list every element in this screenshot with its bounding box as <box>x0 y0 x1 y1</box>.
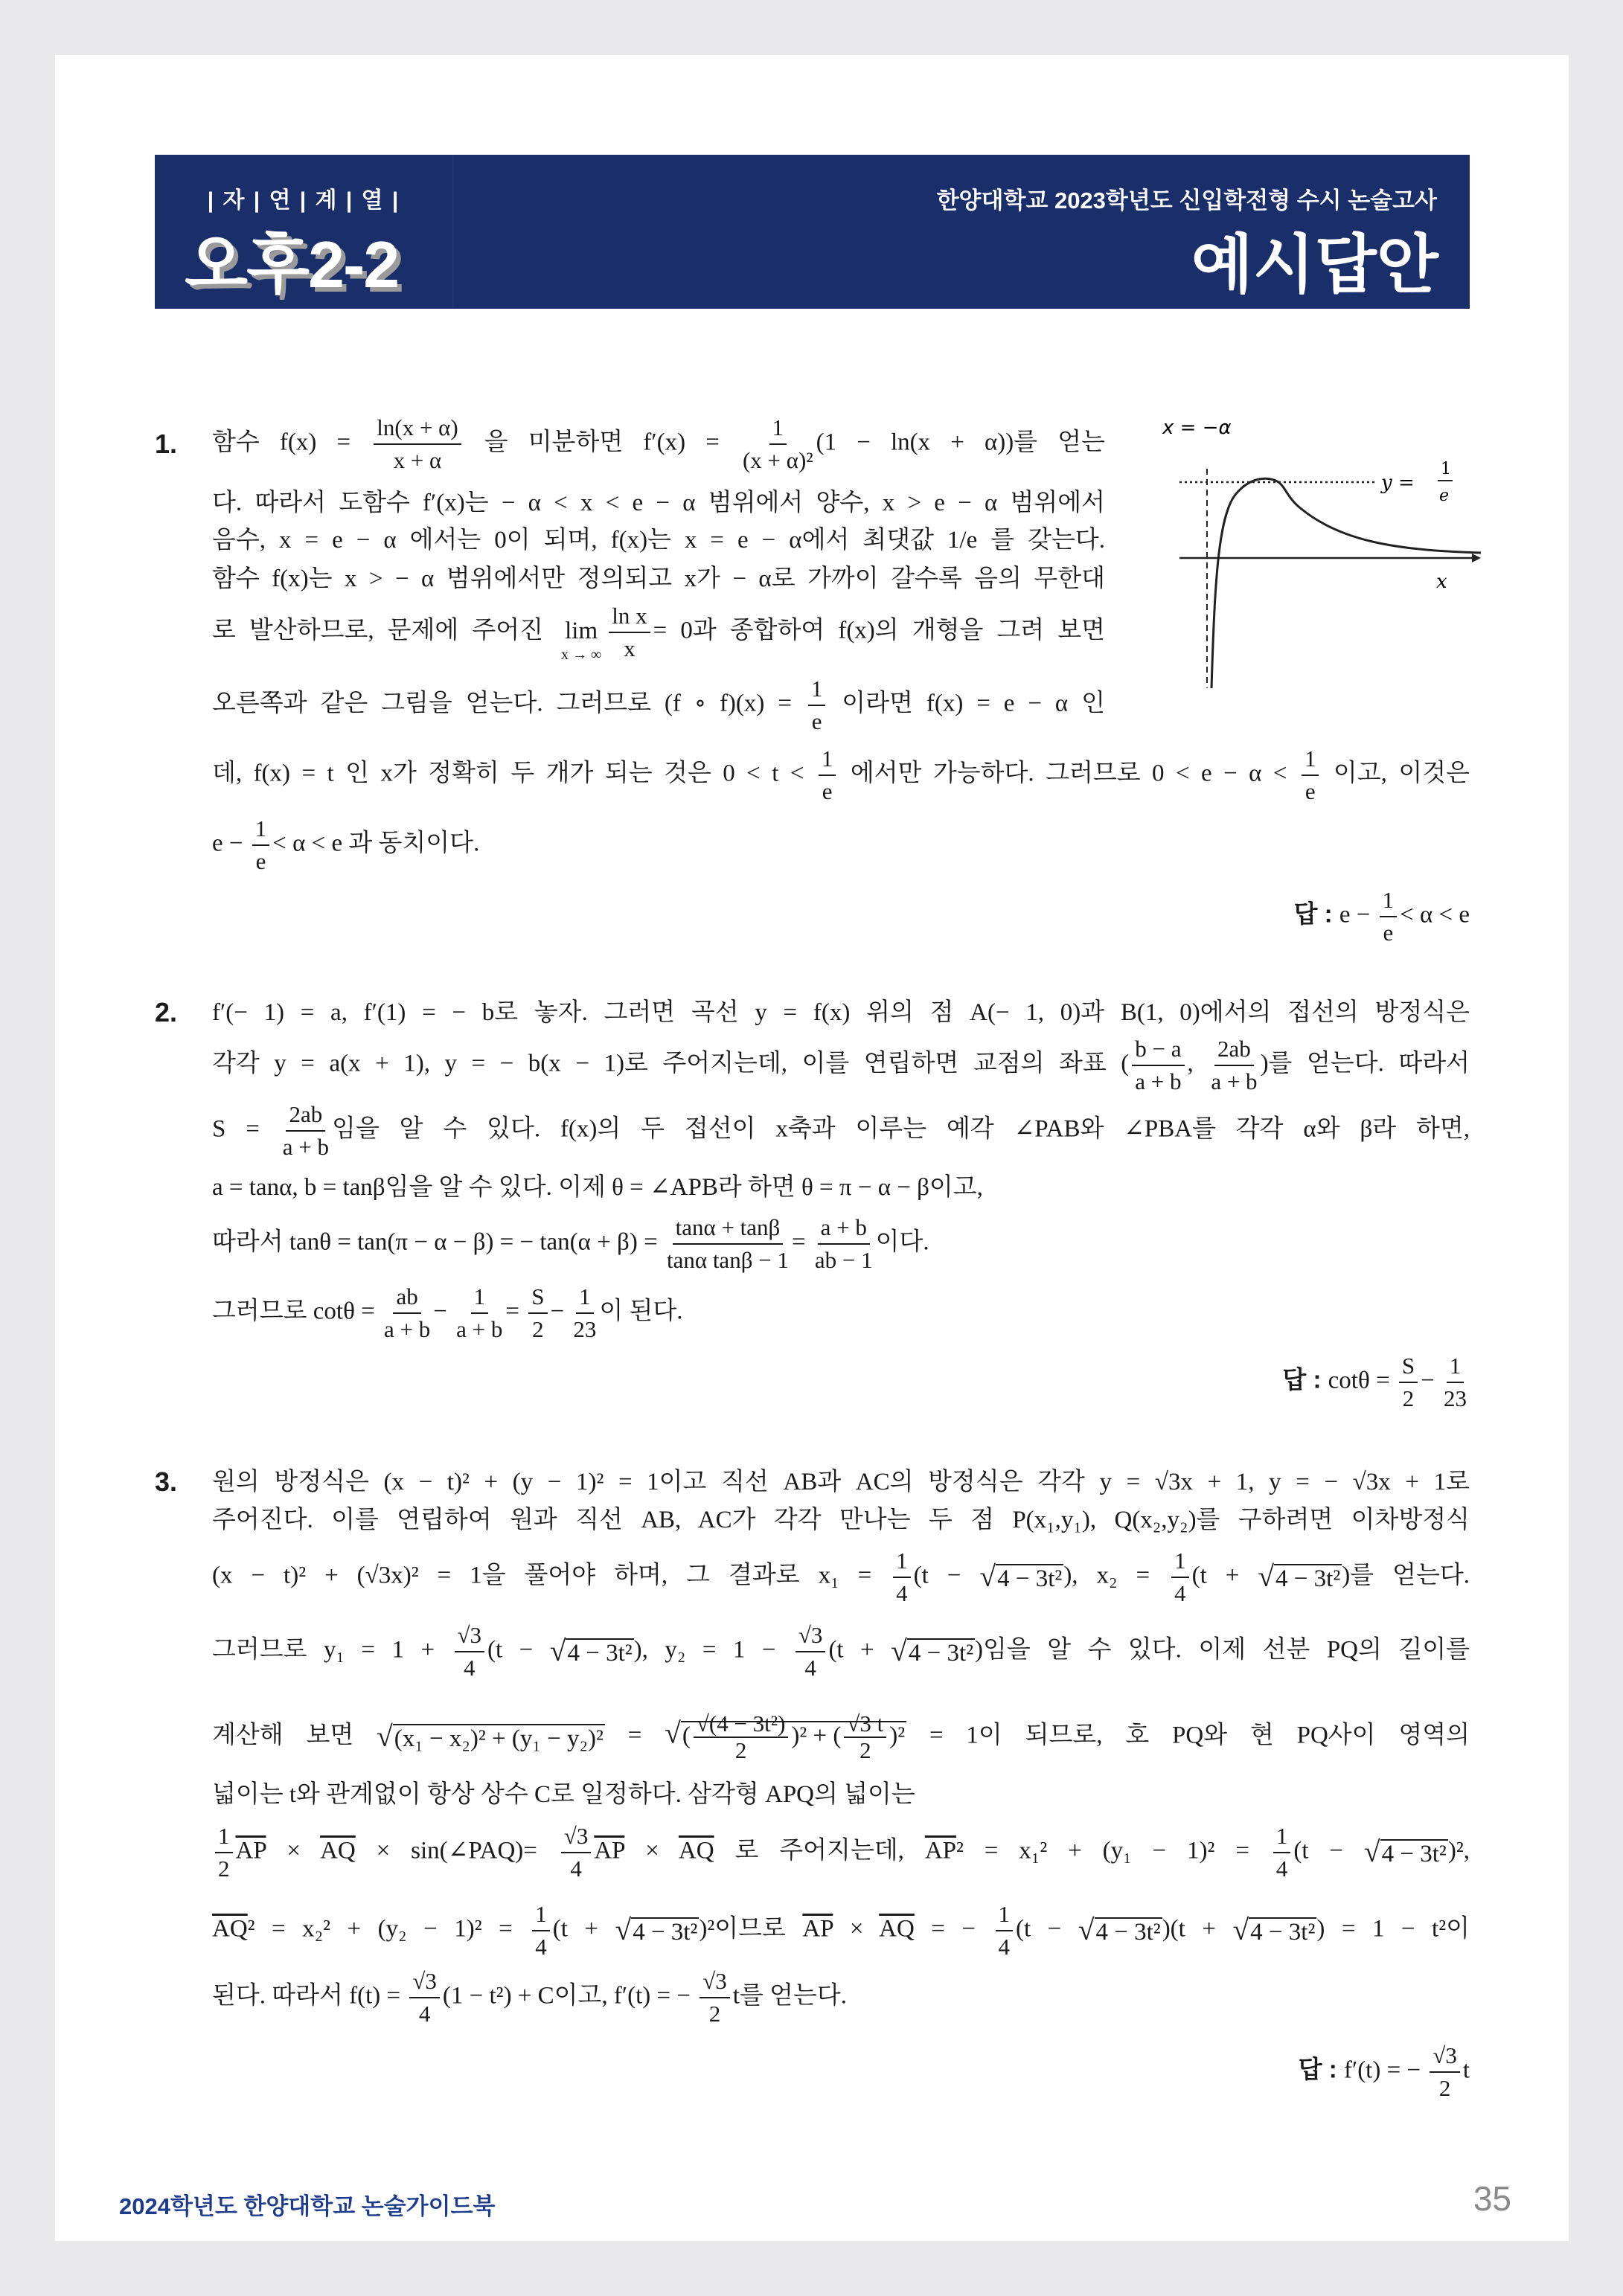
text-run: = <box>604 1722 665 1749</box>
radical-sign: √ <box>1232 1913 1249 1946</box>
numerator: √3 <box>409 1966 440 1998</box>
numerator: 1 <box>996 1899 1014 1931</box>
denominator: 2 <box>532 1316 544 1342</box>
page-number: 35 <box>1473 2179 1511 2218</box>
denominator: 23 <box>1444 1385 1467 1411</box>
text-run: (t − <box>913 1562 980 1589</box>
text-run: × <box>266 1837 321 1864</box>
numerator: 1 <box>576 1281 594 1314</box>
text-run: 함수 f(x) = <box>212 429 371 456</box>
solution-line <box>212 1711 1470 1763</box>
fraction <box>561 1821 592 1885</box>
lim-subscript: x → ∞ <box>561 647 602 663</box>
numerator: 2ab <box>1214 1033 1254 1066</box>
text-run: (t + <box>1191 1562 1258 1589</box>
fraction <box>844 1711 886 1763</box>
text-run: ), y₂ = 1 − <box>633 1636 793 1664</box>
radical-sign: √ <box>665 1716 681 1750</box>
text-run: ), x₂ = <box>1063 1562 1169 1589</box>
fraction <box>1132 1033 1184 1097</box>
answer-line <box>1294 885 1470 949</box>
segment-name: $\overline{AQ}$ <box>879 1915 915 1943</box>
fraction <box>808 673 826 737</box>
segment-name: $\overline{AP}$ <box>235 1837 266 1864</box>
text-run: 원의 방정식은 (x − t)² + (y − 1)² = 1이고 직선 AB과 AC의 방정식은 각각 y = √3x + 1, y = − √3x + 1로 <box>212 1469 1470 1495</box>
numerator: √3 <box>796 1620 826 1652</box>
numerator: 1 <box>1171 1545 1189 1578</box>
denominator: 2 <box>734 1737 747 1763</box>
numerator: 1 <box>819 743 836 776</box>
text-run: t <box>1462 2056 1470 2084</box>
category-label: | 자 | 연 | 계 | 열 | <box>207 188 400 213</box>
solution-line <box>212 1281 683 1345</box>
segment-name: $\overline{AQ}$ <box>212 1915 248 1943</box>
problem-number: 2. <box>155 997 178 1027</box>
numerator: 1 <box>471 1281 489 1314</box>
fraction <box>996 1899 1014 1963</box>
numerator: 1 <box>1302 743 1319 776</box>
solution-line <box>212 1461 1470 1503</box>
solution-line <box>212 1499 1470 1541</box>
solution-line <box>212 673 1105 737</box>
max-label: y = <box>1381 472 1415 494</box>
answer-label: 답 : <box>1282 1365 1328 1394</box>
max-label-num: 1 <box>1441 460 1451 478</box>
text-run: 4 − 3t² <box>1275 1565 1341 1592</box>
numerator: 1 <box>532 1899 550 1931</box>
numerator: S <box>528 1281 547 1314</box>
fraction <box>796 1620 826 1684</box>
square-root <box>1078 1909 1162 1953</box>
text-run: < α < e 과 동치이다. <box>272 830 480 857</box>
denominator: e <box>1305 778 1316 804</box>
denominator: 4 <box>535 1934 547 1960</box>
asymptote-label: x = −α <box>1162 417 1232 439</box>
text-run: − <box>550 1298 571 1325</box>
text-run: 4 − 3t² <box>1250 1918 1316 1946</box>
solution-line <box>212 1545 1470 1609</box>
denominator: 2 <box>708 2001 721 2027</box>
numerator: 2ab <box>286 1099 325 1132</box>
text-run: 4 − 3t² <box>908 1639 974 1667</box>
text-run: 로 주어지는데, <box>714 1837 925 1864</box>
text-run: × sin(∠PAQ)= <box>355 1837 558 1864</box>
fraction <box>743 412 813 476</box>
text-run: × <box>624 1837 679 1864</box>
denominator: a + b <box>384 1316 431 1342</box>
text-run: f′(− 1) = a, f′(1) = − b로 놓자. 그러면 곡선 y = f(x) 위의 점 A(− 1, 0)과 B(1, 0)에서의 접선의 방정식은 <box>212 999 1470 1026</box>
denominator: a + b <box>1211 1068 1258 1094</box>
denominator: 4 <box>464 1655 476 1681</box>
function-graph <box>1153 405 1481 703</box>
radical-sign: √ <box>377 1719 393 1753</box>
radicand <box>996 1564 1063 1592</box>
segment-name: $\overline{AP}$ <box>924 1837 956 1864</box>
radicand <box>1380 1839 1448 1867</box>
solution-line <box>212 992 1470 1033</box>
text-run: 그러므로 y₁ = 1 + <box>212 1636 452 1664</box>
fraction <box>573 1281 596 1345</box>
text-run: (x₁ − x₂)² + (y₁ − y₂)² <box>394 1725 604 1752</box>
problem-number: 1. <box>155 429 178 459</box>
denominator: tanα tanβ − 1 <box>666 1247 789 1273</box>
numerator: 1 <box>1380 885 1398 917</box>
text-run: 을 미분하면 f′(x) = <box>464 429 740 456</box>
text-run: − <box>1421 1367 1441 1394</box>
solution-line <box>212 1966 847 2030</box>
fraction <box>1380 885 1398 949</box>
text-run: 이 된다. <box>599 1298 683 1325</box>
numerator: √3 <box>561 1821 592 1853</box>
fraction <box>815 1212 873 1276</box>
text-run: (1 − ln(x + α))를 얻는 <box>816 429 1106 456</box>
solution-line <box>212 1774 915 1815</box>
text-run: 4 − 3t² <box>997 1565 1063 1592</box>
text-run: ) = 1 − t²이 <box>1316 1915 1470 1943</box>
solution-line <box>212 482 1105 524</box>
text-run: × <box>833 1915 880 1943</box>
segment-name: $\overline{AP}$ <box>802 1915 833 1943</box>
text-run: 이라면 f(x) = e − α 인 <box>828 690 1106 717</box>
solution-line <box>212 1212 929 1276</box>
square-root <box>550 1630 634 1674</box>
text-run: 4 − 3t² <box>633 1918 698 1946</box>
fraction <box>1430 2040 1460 2104</box>
text-run: 넓이는 t와 관계없이 항상 상수 C로 일정하다. 삼각형 APQ의 넓이는 <box>212 1781 915 1808</box>
text-run: 다. 따라서 도함수 f′(x)는 − α < x < e − α 범위에서 양수, x > e − α 범위에서 <box>212 490 1105 516</box>
text-run: , <box>1187 1050 1209 1077</box>
denominator: 2 <box>218 1856 230 1882</box>
fraction <box>667 1212 789 1276</box>
text-run: (t + <box>828 1636 891 1664</box>
max-label-den: e <box>1439 487 1450 505</box>
text-run: = <box>505 1298 526 1325</box>
denominator: (x + α)² <box>742 447 813 473</box>
denominator: 2 <box>859 1737 871 1763</box>
text-run: 된다. 따라서 f(t) = <box>212 1982 407 2010</box>
fraction <box>409 1966 440 2030</box>
answer-line <box>1299 2040 1470 2104</box>
text-run: 4 − 3t² <box>1381 1840 1447 1867</box>
text-run: 이고, 이것은 <box>1322 760 1470 787</box>
text-run: < α < e <box>1400 901 1470 929</box>
fraction <box>456 1281 502 1345</box>
radical-sign: √ <box>1078 1913 1095 1946</box>
text-run: (t − <box>1293 1837 1364 1864</box>
numerator: 1 <box>769 412 787 445</box>
denominator: e <box>822 778 833 804</box>
text-run: S = <box>212 1115 280 1143</box>
text-run: )² <box>889 1722 906 1749</box>
denominator: 4 <box>570 1856 582 1882</box>
text-run: = − <box>914 1915 993 1943</box>
text-run: ² = x₁² + (y₁ − 1)² = <box>956 1837 1270 1864</box>
denominator: 4 <box>896 1580 908 1606</box>
denominator: ab − 1 <box>814 1247 873 1273</box>
answer-label: 답 : <box>1298 2055 1344 2083</box>
numerator: ln x <box>609 600 650 633</box>
radicand <box>681 1710 906 1763</box>
fraction <box>1211 1033 1257 1097</box>
footer-book-title: 2024학년도 한양대학교 논술가이드북 <box>119 2193 496 2219</box>
session-title: 오후2-2 <box>185 228 399 301</box>
text-run: 따라서 tanθ = tan(π − α − β) = − tan(α + β) = <box>212 1228 664 1256</box>
denominator: 2 <box>1402 1385 1415 1411</box>
fraction <box>1171 1545 1189 1609</box>
square-root <box>891 1630 975 1674</box>
text-run: )², <box>1447 1837 1470 1864</box>
exam-subtitle: 한양대학교 2023학년도 신입학전형 수시 논술고사 <box>936 187 1437 214</box>
solution-line <box>212 519 1105 561</box>
fraction <box>893 1545 911 1609</box>
text-run: 오른쪽과 같은 그림을 얻는다. 그러므로 (f ∘ f)(x) = <box>212 690 805 717</box>
fraction <box>609 600 650 664</box>
solution-line <box>212 558 1105 600</box>
fraction <box>528 1281 547 1345</box>
fraction <box>374 412 461 476</box>
text-run: ( <box>682 1722 691 1749</box>
solution-line <box>212 813 479 877</box>
numerator: 1 <box>808 673 826 706</box>
text-run: 함수 f(x)는 x > − α 범위에서만 정의되고 x가 − α로 가까이 갈수록 음의 무한대 <box>212 565 1105 592</box>
denominator: e <box>1383 920 1394 946</box>
limit <box>561 619 601 667</box>
denominator: 4 <box>418 2001 431 2027</box>
radical-sign: √ <box>979 1559 996 1593</box>
text-run: 로 발산하므로, 문제에 주어진 <box>212 617 557 644</box>
denominator: 4 <box>804 1655 816 1681</box>
text-run: 주어진다. 이를 연립하여 원과 직선 AB, AC가 각각 만나는 두 점 P(x₁,y₁), Q(x₂,y₂)를 구하려면 이차방정식 <box>212 1507 1470 1533</box>
text-run: 각각 y = a(x + 1), y = − b(x − 1)로 주어지는데, 이를 연립하면 교점의 좌표 ( <box>212 1050 1130 1077</box>
fraction <box>1302 743 1319 807</box>
numerator: √3 <box>455 1620 485 1652</box>
numerator: ln(x + α) <box>374 412 461 445</box>
text-run: = <box>791 1228 812 1256</box>
text-run: )임을 알 수 있다. 이제 선분 PQ의 길이를 <box>975 1636 1470 1664</box>
text-run: ² = x₂² + (y₂ − 1)² = <box>247 1915 530 1943</box>
solution-line <box>212 743 1470 807</box>
radicand <box>393 1724 605 1752</box>
radicand <box>1095 1917 1162 1946</box>
radicand <box>907 1638 975 1667</box>
text-run: )를 얻는다. 따라서 <box>1260 1050 1470 1077</box>
solution-line <box>212 1899 1470 1963</box>
radicand <box>1274 1564 1342 1592</box>
text-run: )²이므로 <box>699 1915 803 1943</box>
text-run: 4 − 3t² <box>567 1639 633 1667</box>
fraction <box>283 1099 329 1163</box>
numerator: tanα + tanβ <box>673 1212 784 1245</box>
denominator: 2 <box>1438 2075 1451 2101</box>
square-root <box>979 1556 1063 1600</box>
text-run: = 1이 되므로, 호 PQ와 현 PQ사이 영역의 <box>906 1722 1470 1749</box>
square-root <box>377 1716 605 1760</box>
radical-sign: √ <box>615 1913 632 1946</box>
answer-label: 답 : <box>1293 900 1339 928</box>
answer-line <box>1282 1350 1470 1414</box>
header-divider <box>452 155 454 309</box>
denominator: 4 <box>1174 1580 1186 1606</box>
denominator: x <box>624 635 636 661</box>
solution-line <box>212 1821 1470 1885</box>
text-run: (t + <box>552 1915 615 1943</box>
text-run: (t − <box>1016 1915 1078 1943</box>
text-run: 그러므로 cotθ = <box>212 1298 381 1325</box>
radicand <box>566 1638 633 1667</box>
fraction <box>1273 1821 1291 1885</box>
denominator: a + b <box>456 1316 503 1342</box>
fraction <box>384 1281 430 1345</box>
square-root <box>1258 1556 1342 1600</box>
denominator: 4 <box>998 1934 1011 1960</box>
numerator: b − a <box>1132 1033 1184 1066</box>
text-run: cotθ = <box>1328 1367 1396 1394</box>
fraction <box>215 1821 233 1885</box>
denominator: x + α <box>393 447 442 473</box>
solution-line <box>212 1033 1470 1097</box>
text-run: )² + ( <box>791 1722 842 1749</box>
numerator: 1 <box>1273 1821 1291 1853</box>
fraction <box>455 1620 485 1684</box>
numerator: √3 <box>700 1966 730 1998</box>
text-run: )(t + <box>1162 1915 1233 1943</box>
fraction <box>694 1711 789 1763</box>
text-run: (x − t)² + (√3x)² = 1을 풀어야 하며, 그 결과로 x₁ = <box>212 1562 891 1589</box>
numerator: 1 <box>252 813 270 846</box>
lim-word: lim <box>565 618 598 644</box>
fraction <box>252 813 270 877</box>
solution-line <box>212 1099 1470 1163</box>
text-run: − <box>433 1298 454 1325</box>
x-axis-arrow <box>1472 554 1481 562</box>
denominator: a + b <box>1135 1068 1182 1094</box>
problem-number: 3. <box>155 1466 178 1497</box>
radical-sign: √ <box>891 1634 907 1667</box>
text-run: e − <box>1339 901 1377 929</box>
radical-sign: √ <box>1363 1835 1380 1868</box>
solution-line <box>212 598 1105 667</box>
denominator: a + b <box>282 1134 329 1160</box>
denominator: 23 <box>573 1316 597 1342</box>
numerator: a + b <box>818 1212 870 1245</box>
numerator: S <box>1399 1350 1418 1383</box>
text-run: 계산해 보면 <box>212 1722 377 1749</box>
x-axis-label: x <box>1436 571 1447 593</box>
solution-line <box>212 1620 1470 1684</box>
segment-name: $\overline{AQ}$ <box>678 1837 714 1864</box>
text-run: e − <box>212 830 249 857</box>
page-title: 예시답안 <box>1191 229 1438 301</box>
solution-line <box>212 412 1105 476</box>
text-run: f′(t) = − <box>1343 2056 1427 2084</box>
text-run: 4 − 3t² <box>1095 1918 1161 1946</box>
segment-name: $\overline{AQ}$ <box>320 1837 356 1864</box>
segment-name: $\overline{AP}$ <box>594 1837 625 1864</box>
radicand <box>1249 1917 1316 1946</box>
denominator: e <box>811 708 822 734</box>
numerator: √3 <box>1430 2040 1460 2073</box>
fraction <box>700 1966 730 2030</box>
text-run: a = tanα, b = tanβ임을 알 수 있다. 이제 θ = ∠APB라 하면 θ = π − α − β이고, <box>212 1174 983 1201</box>
square-root <box>1364 1831 1448 1875</box>
text-run: )를 얻는다. <box>1342 1562 1470 1589</box>
text-run: 음수, x = e − α 에서는 0이 되며, f(x)는 x = e − α에서 최댓값 1/e 를 갖는다. <box>212 527 1105 554</box>
text-run: (1 − t²) + C이고, f′(t) = − <box>442 1982 697 2010</box>
square-root <box>665 1711 906 1763</box>
denominator: 4 <box>1275 1856 1288 1882</box>
denominator: e <box>255 848 266 874</box>
text-run: t를 얻는다. <box>732 1982 847 2010</box>
text-run: (t − <box>487 1636 550 1664</box>
numerator: ab <box>393 1281 420 1314</box>
numerator: 1 <box>1447 1350 1464 1383</box>
radical-sign: √ <box>549 1634 566 1667</box>
fraction <box>1444 1350 1467 1414</box>
text-run: 에서만 가능하다. 그러므로 0 < e − α < <box>839 760 1299 787</box>
numerator: √(4 − 3t²) <box>694 1711 789 1738</box>
text-run: 임을 알 수 있다. f(x)의 두 접선이 x축과 이루는 예각 ∠PAB와 ∠PBA를 각각 α와 β라 하면, <box>331 1115 1470 1143</box>
solution-line <box>212 1167 983 1208</box>
fraction <box>532 1899 550 1963</box>
radicand <box>631 1917 699 1946</box>
fraction <box>1399 1350 1418 1414</box>
fraction <box>819 743 836 807</box>
square-root <box>1232 1909 1316 1953</box>
text-run: 이다. <box>875 1228 929 1256</box>
numerator: 1 <box>215 1821 233 1853</box>
header-banner <box>155 155 1470 309</box>
numerator: 1 <box>893 1545 911 1578</box>
text-run: 데, f(x) = t 인 x가 정확히 두 개가 되는 것은 0 < t < <box>212 760 816 787</box>
text-run: = 0과 종합하여 f(x)의 개형을 그려 보면 <box>653 617 1105 644</box>
radical-sign: √ <box>1258 1559 1275 1593</box>
square-root <box>615 1909 699 1953</box>
numerator: √3 t <box>844 1711 886 1738</box>
